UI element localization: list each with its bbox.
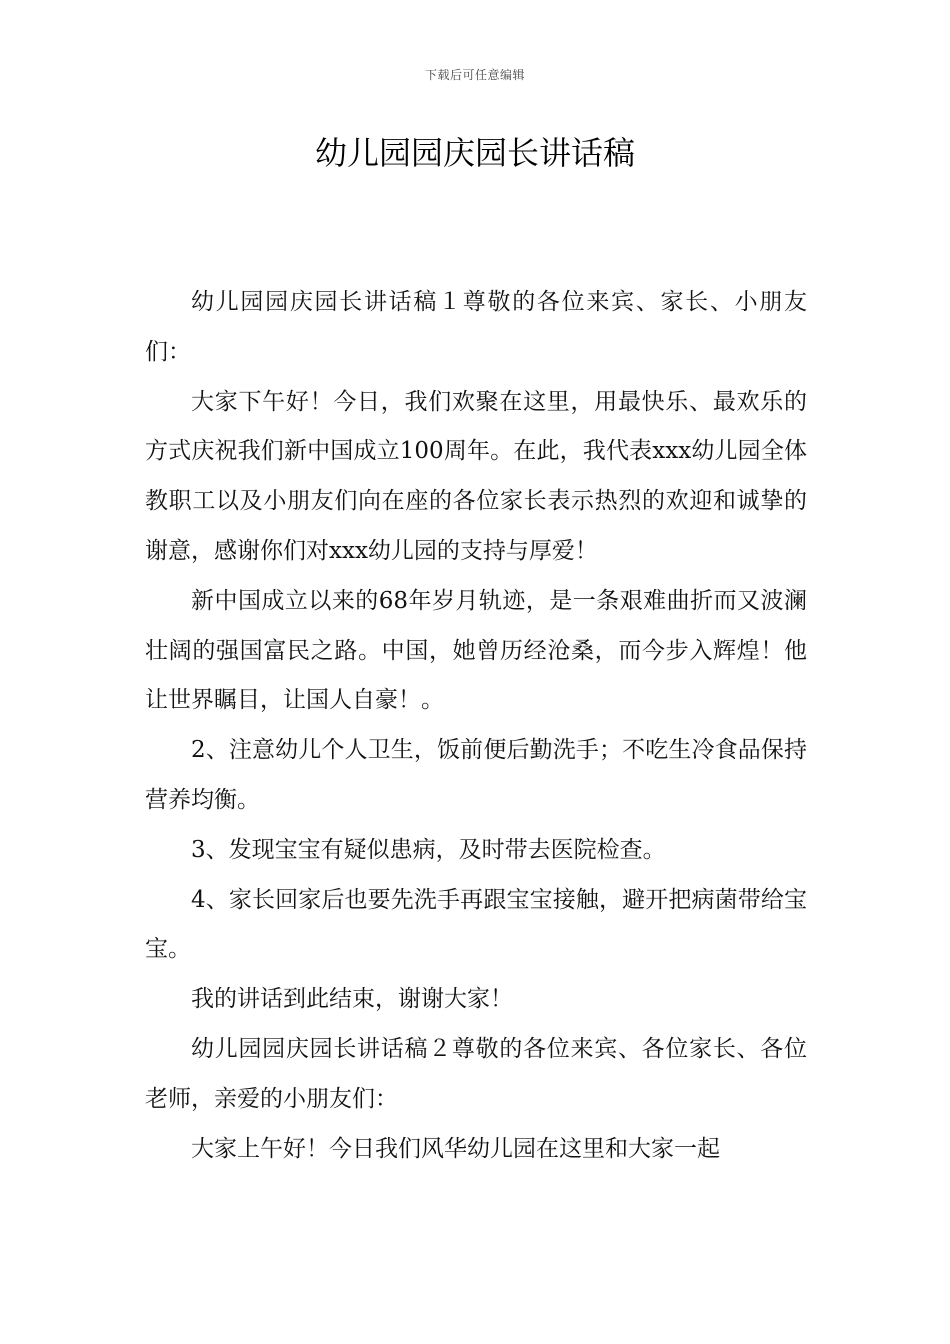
paragraph: 新中国成立以来的68年岁月轨迹，是一条艰难曲折而又波澜壮阔的强国富民之路。中国，她曾历经沧桑，而今步入辉煌！他让世界瞩目，让国人自豪！。 — [145, 587, 807, 714]
paragraph: 3、发现宝宝有疑似患病，及时带去医院检查。 — [191, 836, 666, 863]
paragraph: 4、家长回家后也要先洗手再跟宝宝接触，避开把病菌带给宝宝。 — [145, 886, 807, 963]
document-body — [145, 278, 807, 1174]
document-title: 幼儿园园庆园长讲话稿 — [314, 134, 635, 172]
paragraph: 我的讲话到此结束，谢谢大家！ — [191, 986, 513, 1013]
paragraph: 幼儿园园庆园长讲话稿１尊敬的各位来宾、家长、小朋友们： — [145, 289, 807, 365]
paragraph: 大家上午好！今日我们风华幼儿园在这里和大家一起 — [191, 1135, 720, 1162]
paragraph: 大家下午好！今日，我们欢聚在这里，用最快乐、最欢乐的方式庆祝我们新中国成立100周年。在此，我代表xxx幼儿园全体教职工以及小朋友们向在座的各位家长表示热烈的欢迎和诚挚的谢意，感谢你们对xxx幼儿园的支持与厚爱！ — [145, 388, 807, 564]
header-note: 下载后可任意编辑 — [424, 68, 525, 82]
paragraph: 2、注意幼儿个人卫生，饭前便后勤洗手；不吃生冷食品保持营养均衡。 — [145, 737, 807, 813]
paragraph: 幼儿园园庆园长讲话稿２尊敬的各位来宾、各位家长、各位老师，亲爱的小朋友们： — [145, 1035, 807, 1112]
